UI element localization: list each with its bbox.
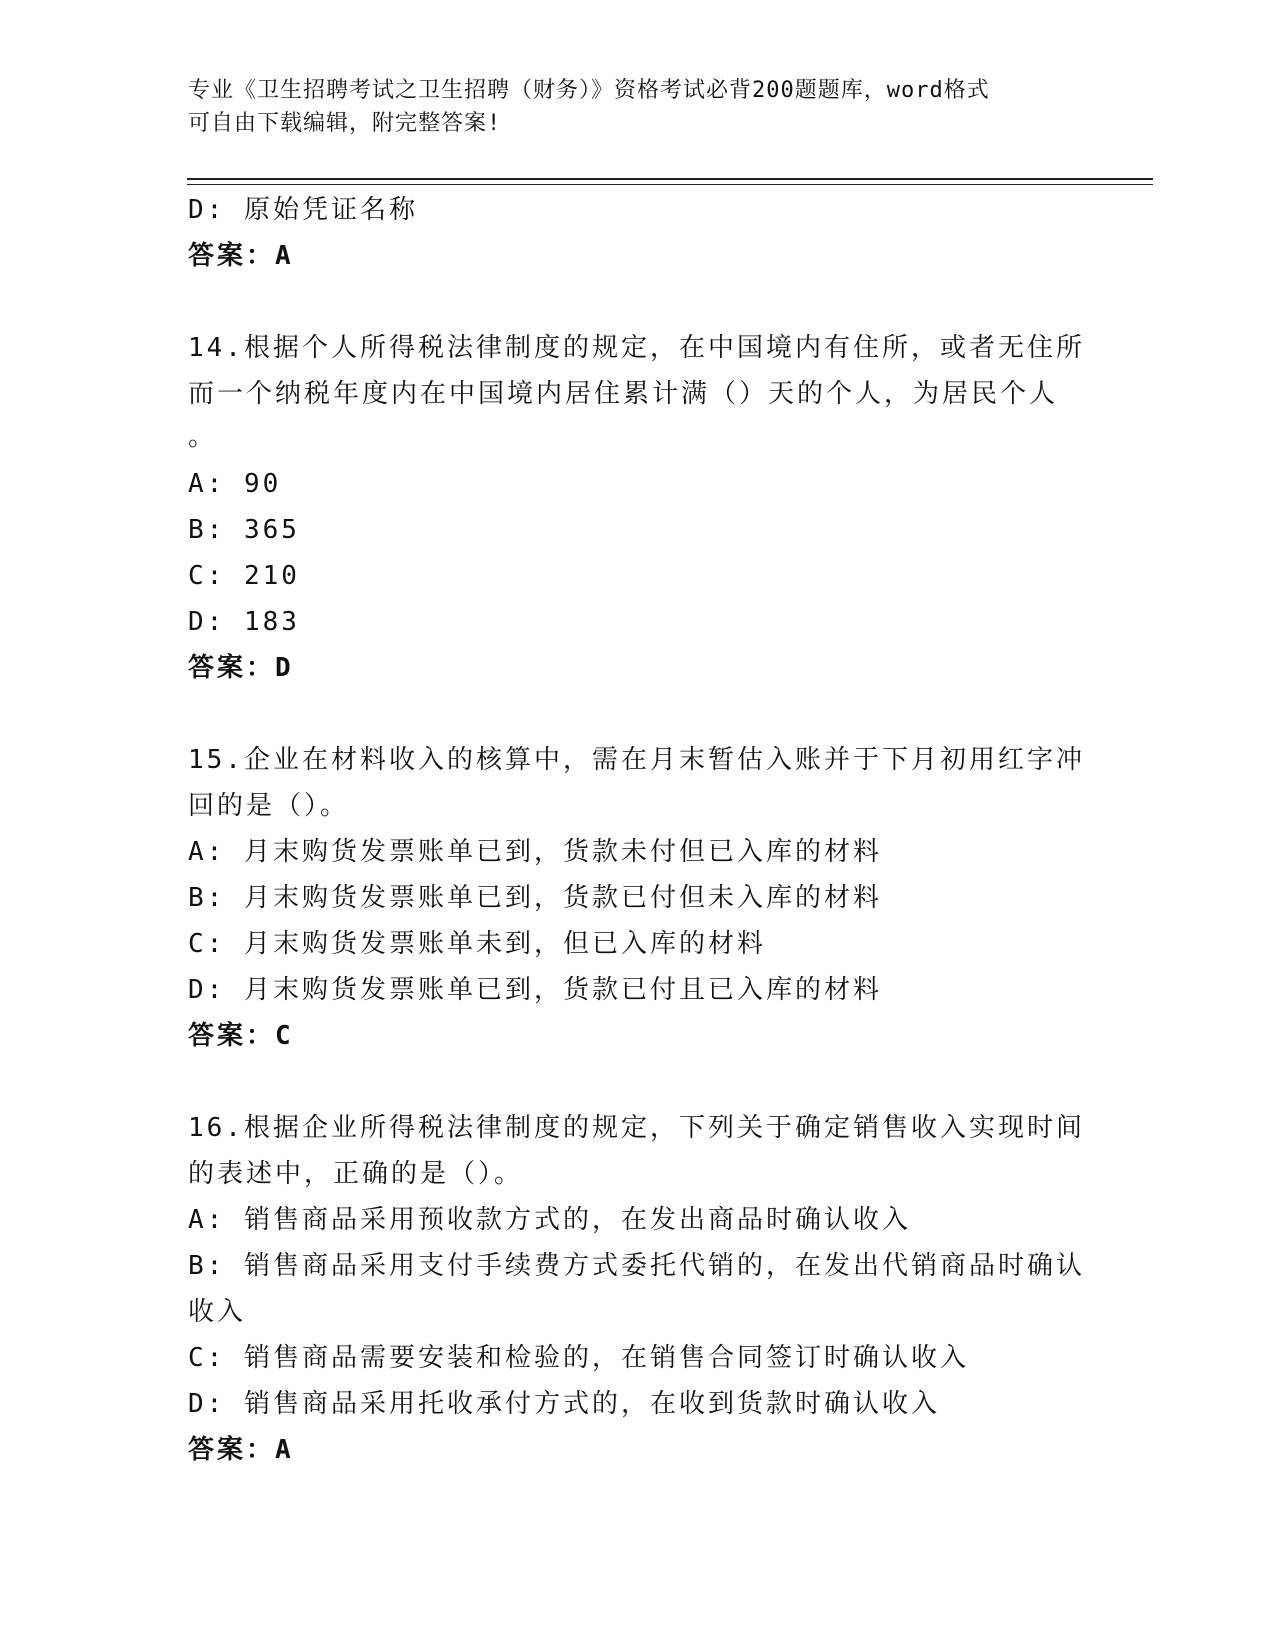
document-header — [188, 74, 1088, 140]
header-line-1: 专业《卫生招聘考试之卫生招聘（财务）》资格考试必背200题题库，word格式 — [188, 78, 990, 103]
carryover-option-d: D: 原始凭证名称 — [188, 195, 418, 225]
spacer — [188, 691, 1088, 737]
question-16-stem-line-2: 的表述中，正确的是（）。 — [188, 1159, 524, 1189]
question-16-option-b-continued: 收入 — [188, 1297, 247, 1327]
header-rule-thick — [187, 178, 1153, 180]
spacer — [188, 1059, 1088, 1105]
question-14-stem-line-2: 而一个纳税年度内在中国境内居住累计满（）天的个人，为居民个人 — [188, 379, 1059, 409]
question-16-option-a: A: 销售商品采用预收款方式的，在发出商品时确认收入 — [188, 1205, 911, 1235]
question-14-stem-line-3: 。 — [188, 422, 218, 452]
carryover-answer: 答案：A — [188, 241, 294, 271]
question-15-option-a: A: 月末购货发票账单已到，货款未付但已入库的材料 — [188, 837, 882, 867]
question-14-option-d: D: 183 — [188, 607, 300, 637]
question-15-option-d: D: 月末购货发票账单已到，货款已付且已入库的材料 — [188, 975, 882, 1005]
question-14 — [188, 325, 1088, 691]
question-16-answer: 答案：A — [188, 1435, 294, 1465]
question-15-option-c: C: 月末购货发票账单未到，但已入库的材料 — [188, 929, 766, 959]
question-list — [188, 187, 1088, 1473]
question-16-option-b: B: 销售商品采用支付手续费方式委托代销的，在发出代销商品时确认 — [188, 1251, 1085, 1281]
question-16-option-d: D: 销售商品采用托收承付方式的，在收到货款时确认收入 — [188, 1389, 940, 1419]
question-14-option-c: C: 210 — [188, 561, 300, 591]
header-rule-thin — [187, 184, 1153, 185]
question-14-stem-line-1: 14.根据个人所得税法律制度的规定，在中国境内有住所，或者无住所 — [188, 333, 1085, 363]
question-15-stem-line-2: 回的是（）。 — [188, 791, 350, 821]
question-14-option-b: B: 365 — [188, 515, 300, 545]
question-15 — [188, 737, 1088, 1059]
question-14-answer: 答案：D — [188, 653, 294, 683]
question-15-option-b: B: 月末购货发票账单已到，货款已付但未入库的材料 — [188, 883, 882, 913]
question-16-option-c: C: 销售商品需要安装和检验的，在销售合同签订时确认收入 — [188, 1343, 969, 1373]
question-15-answer: 答案：C — [188, 1021, 294, 1051]
question-16 — [188, 1105, 1088, 1473]
spacer — [188, 279, 1088, 325]
question-14-option-a: A: 90 — [188, 469, 282, 499]
header-line-2: 可自由下载编辑，附完整答案! — [188, 111, 502, 136]
question-15-stem-line-1: 15.企业在材料收入的核算中，需在月末暂估入账并于下月初用红字冲 — [188, 745, 1085, 775]
question-16-stem-line-1: 16.根据企业所得税法律制度的规定，下列关于确定销售收入实现时间 — [188, 1113, 1085, 1143]
